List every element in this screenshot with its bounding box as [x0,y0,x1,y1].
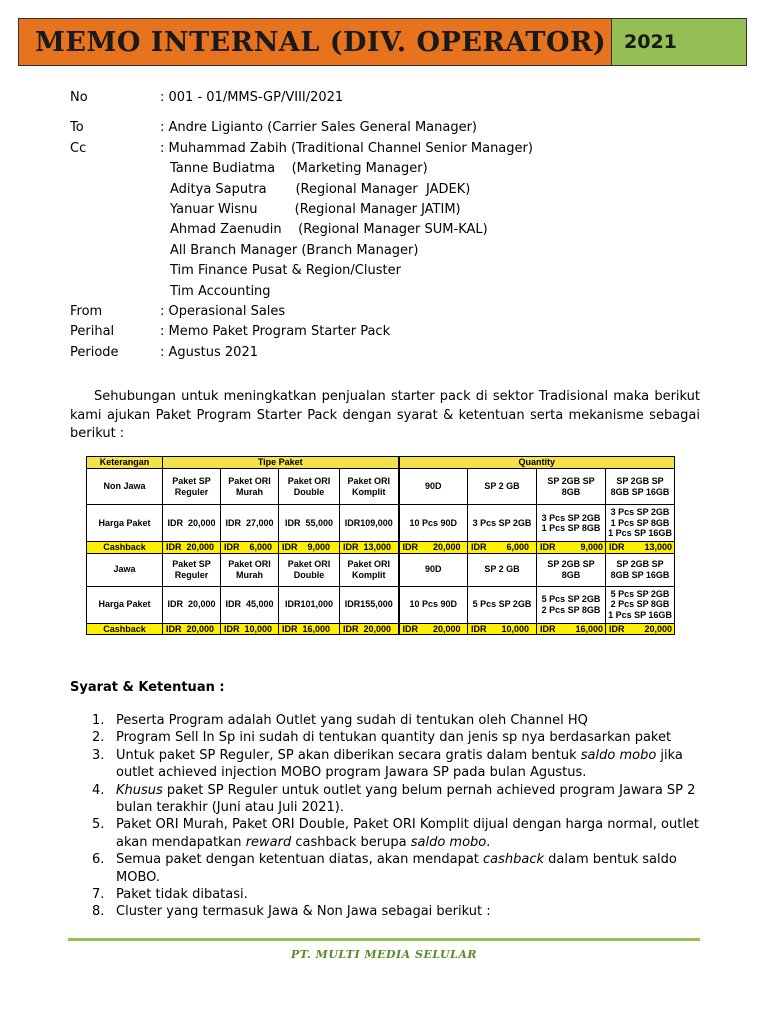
field-perihal [70,322,710,342]
harga-qty-cell: 5 Pcs SP 2GB 2 Pcs SP 8GB [537,586,606,623]
header-keterangan: Keterangan [87,457,163,469]
footer-divider [68,938,700,941]
harga-cell: IDR 20,000 [163,586,221,623]
list-item: 3. Untuk paket SP Reguler, SP akan diberikan secara gratis dalam bentuk saldo mobo jika outlet achieved injection MOBO program Jawara SP pada bulan Agustus. [92,747,683,781]
field-from [70,302,710,322]
table-row [87,553,675,586]
harga-label: Harga Paket [87,586,163,623]
harga-qty-cell: 10 Pcs 90D [399,505,468,542]
region-label: Non Jawa [87,469,163,505]
qty-cell: 90D [399,469,468,505]
field-to-label: To [70,120,84,136]
harga-cell: IDR 45,000 [221,586,279,623]
cashback-cell: IDR 16,000 [537,623,606,635]
field-cc [70,139,710,159]
cc-recipient: Ahmad Zaenudin (Regional Manager SUM-KAL) [170,222,488,238]
tipe-cell: Paket ORI Double [279,469,340,505]
qty-cell: SP 2 GB [468,469,537,505]
tipe-cell: Paket ORI Murah [221,553,279,586]
harga-label: Harga Paket [87,505,163,542]
harga-cell: IDR 55,000 [279,505,340,542]
cashback-cell: IDR 10,000 [468,623,537,635]
cashback-cell: IDR 20,000 [399,623,468,635]
cashback-cell: IDR 6,000 [468,542,537,554]
cashback-row [87,623,675,635]
cashback-label: Cashback [87,623,163,635]
table-row [87,505,675,542]
cc-recipient: Aditya Saputra (Regional Manager JADEK) [170,181,471,197]
cashback-cell: IDR 9,000 [537,542,606,554]
field-no [70,88,710,108]
cashback-cell: IDR 6,000 [221,542,279,554]
field-from-label: From [70,303,103,319]
field-periode-label: Periode [70,344,119,360]
cashback-cell: IDR 20,000 [163,542,221,554]
cashback-cell: IDR 20,000 [163,623,221,635]
field-cc-value: : Muhammad Zabih (Traditional Channel Senior Manager) [160,140,533,156]
cashback-label: Cashback [87,542,163,554]
field-perihal-value: : Memo Paket Program Starter Pack [160,324,391,340]
qty-cell: SP 2GB SP 8GB SP 16GB [606,469,675,505]
field-periode [70,343,710,363]
cashback-cell: IDR 13,000 [606,542,675,554]
footer-company: PT. MULTI MEDIA SELULAR [290,948,478,961]
cashback-cell: IDR 20,000 [340,623,399,635]
cashback-cell: IDR 13,000 [340,542,399,554]
memo-year: 2021 [612,18,747,66]
field-to-value: : Andre Ligianto (Carrier Sales General Manager) [160,120,478,136]
harga-qty-cell: 5 Pcs SP 2GB 2 Pcs SP 8GB 1 Pcs SP 16GB [606,586,675,623]
list-item: 4. Khusus paket SP Reguler untuk outlet yang belum pernah achieved program Jawara SP 2 bulan terakhir (Juni atau Juli 2021). [92,782,696,816]
field-no-label: No [70,90,88,105]
tipe-cell: Paket ORI Murah [221,469,279,505]
harga-qty-cell: 3 Pcs SP 2GB 1 Pcs SP 8GB 1 Pcs SP 16GB [606,505,675,542]
field-from-value: : Operasional Sales [160,303,286,319]
field-periode-value: : Agustus 2021 [160,344,258,360]
list-item: 6. Semua paket dengan ketentuan diatas, akan mendapat cashback dalam bentuk saldo MOBO. [92,852,677,885]
harga-cell: IDR 27,000 [221,505,279,542]
field-no-value: : 001 - 01/MMS-GP/VIII/2021 [160,90,344,105]
package-table [86,456,675,635]
harga-qty-cell: 3 Pcs SP 2GB [468,505,537,542]
list-item: 1. Peserta Program adalah Outlet yang sudah di tentukan oleh Channel HQ [92,713,588,728]
cashback-cell: IDR 10,000 [221,623,279,635]
table-row [87,469,675,505]
syarat-list [70,712,710,921]
cashback-cell: IDR 16,000 [279,623,340,635]
tipe-cell: Paket SP Reguler [163,553,221,586]
qty-cell: SP 2 GB [468,553,537,586]
qty-cell: SP 2GB SP 8GB SP 16GB [606,553,675,586]
tipe-cell: Paket SP Reguler [163,469,221,505]
cashback-cell: IDR 20,000 [399,542,468,554]
table-header-row [87,457,675,469]
field-to [70,118,710,138]
field-perihal-label: Perihal [70,324,115,340]
cashback-cell: IDR 9,000 [279,542,340,554]
header-tipe-paket: Tipe Paket [163,457,399,469]
qty-cell: SP 2GB SP 8GB [537,553,606,586]
qty-cell: 90D [399,553,468,586]
harga-cell: IDR155,000 [340,586,399,623]
qty-cell: SP 2GB SP 8GB [537,469,606,505]
harga-cell: IDR 20,000 [163,505,221,542]
table-row [87,586,675,623]
list-item: 8. Cluster yang termasuk Jawa & Non Jawa sebagai berikut : [92,904,491,920]
tipe-cell: Paket ORI Komplit [340,553,399,586]
header-quantity: Quantity [399,457,675,469]
memo-title: MEMO INTERNAL (DIV. OPERATOR) [18,18,612,66]
memo-fields [70,88,710,363]
cc-recipient: Tim Accounting [170,283,271,299]
list-item: 7. Paket tidak dibatasi. [92,887,248,903]
cc-recipient: Tim Finance Pusat & Region/Cluster [170,263,401,279]
harga-qty-cell: 5 Pcs SP 2GB [468,586,537,623]
memo-header [18,18,747,66]
syarat-title: Syarat & Ketentuan : [70,680,225,695]
cc-recipient: All Branch Manager (Branch Manager) [170,242,419,258]
tipe-cell: Paket ORI Komplit [340,469,399,505]
harga-cell: IDR109,000 [340,505,399,542]
list-item: 2. Program Sell In Sp ini sudah di tentukan quantity dan jenis sp nya berdasarkan paket [92,730,672,746]
tipe-cell: Paket ORI Double [279,553,340,586]
field-cc-label: Cc [70,140,87,156]
cashback-cell: IDR 20,000 [606,623,675,635]
region-label: Jawa [87,553,163,586]
harga-qty-cell: 3 Pcs SP 2GB 1 Pcs SP 8GB [537,505,606,542]
harga-cell: IDR101,000 [279,586,340,623]
cc-recipient: Tanne Budiatma (Marketing Manager) [170,161,428,177]
harga-qty-cell: 10 Pcs 90D [399,586,468,623]
cc-recipient: Yanuar Wisnu (Regional Manager JATIM) [170,201,461,217]
cashback-row [87,542,675,554]
list-item: 5. Paket ORI Murah, Paket ORI Double, Paket ORI Komplit dijual dengan harga normal, outlet akan mendapatkan reward cashback berupa saldo mobo. [92,817,700,850]
intro-paragraph: Sehubungan untuk meningkatkan penjualan starter pack di sektor Tradisional maka berikut kami ajukan Paket Program Starter Pack dengan syarat & ketentuan serta mekanisme sebagai berikut : [70,389,700,441]
